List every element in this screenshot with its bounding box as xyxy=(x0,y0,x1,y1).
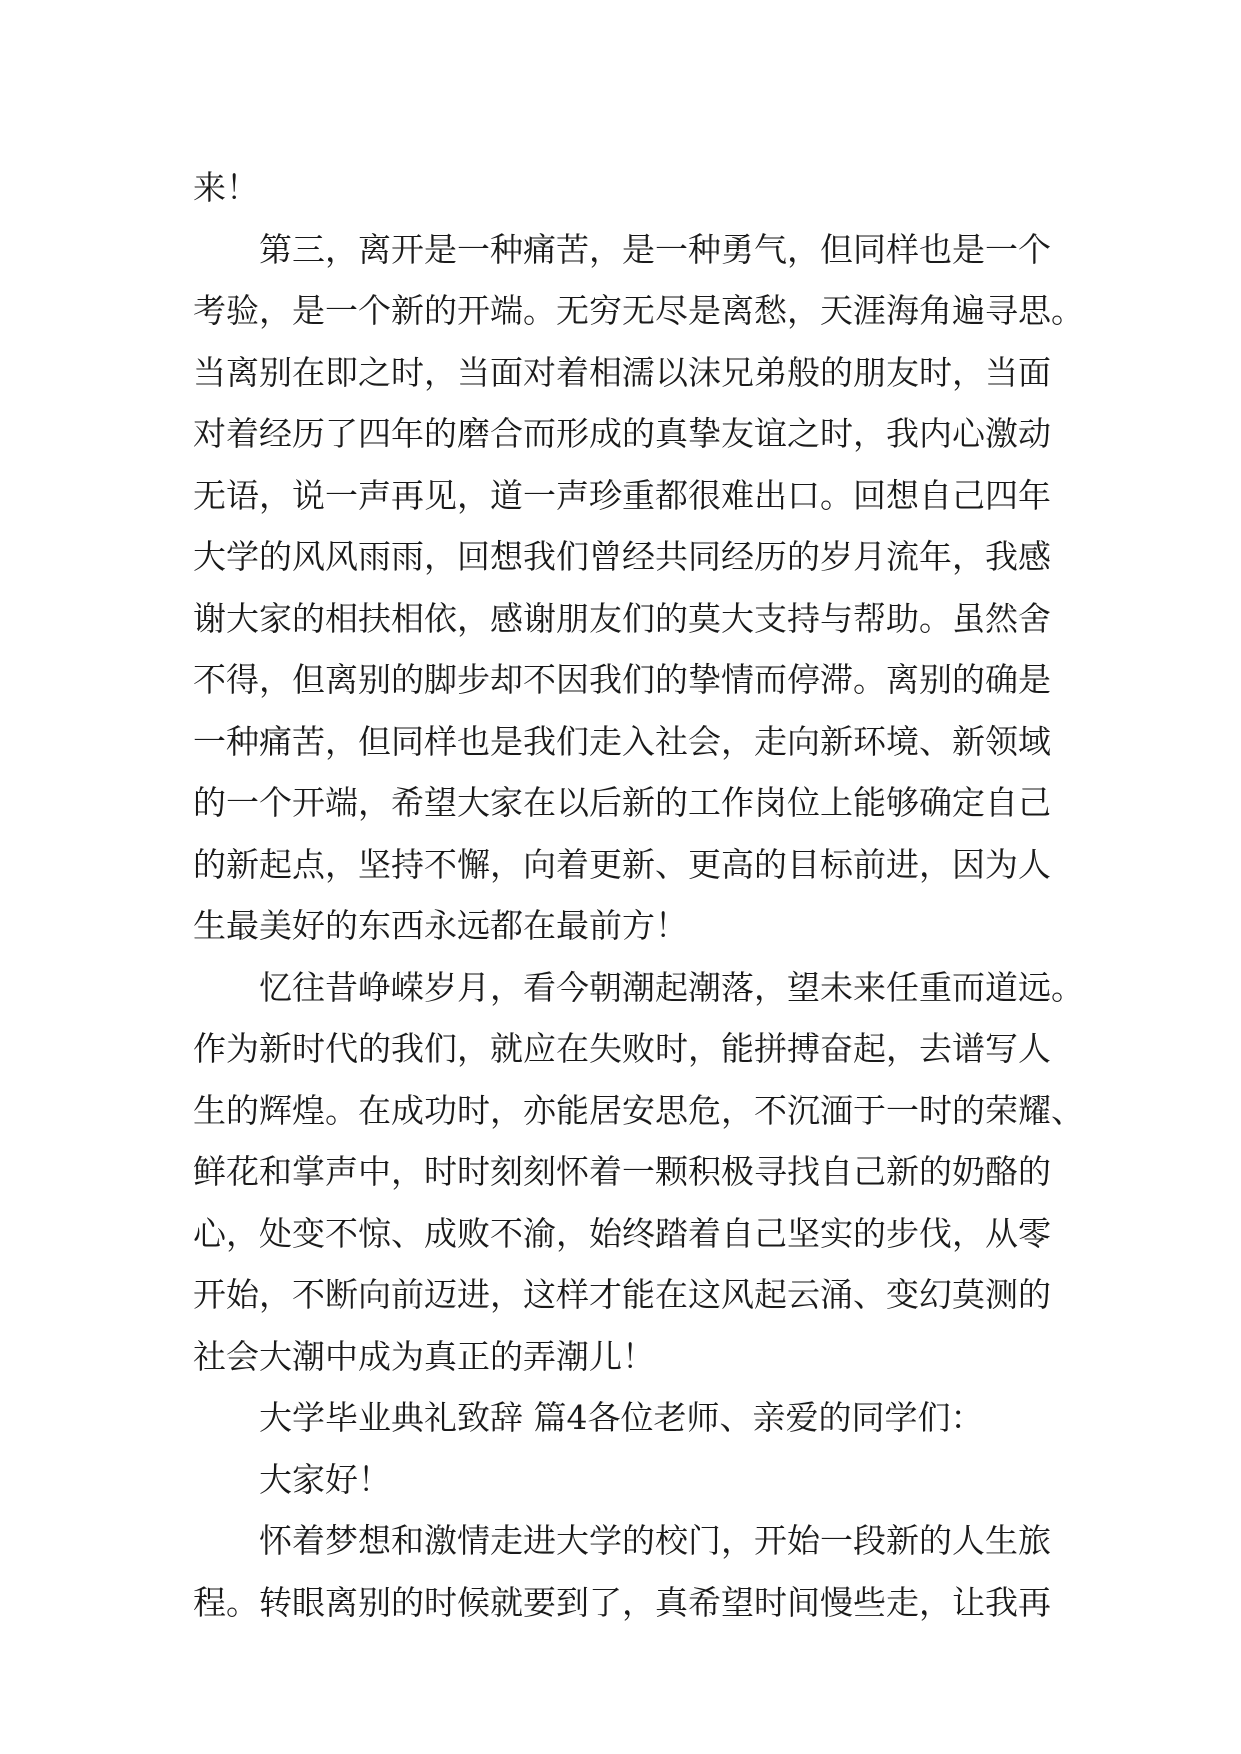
text-line: 的新起点，坚持不懈，向着更新、更高的目标前进，因为人 xyxy=(193,844,1051,884)
text-line: 心，处变不惊、成败不渝，始终踏着自己坚实的步伐，从零 xyxy=(193,1213,1051,1253)
text-line: 当离别在即之时，当面对着相濡以沫兄弟般的朋友时，当面 xyxy=(193,352,1051,392)
text-line: 大家好！ xyxy=(259,1459,391,1499)
text-line: 生的辉煌。在成功时，亦能居安思危，不沉湎于一时的荣耀、 xyxy=(193,1090,1084,1130)
text-line: 大学的风风雨雨，回想我们曾经共同经历的岁月流年，我感 xyxy=(193,537,1051,576)
text-line: 谢大家的相扶相依，感谢朋友们的莫大支持与帮助。虽然舍 xyxy=(193,598,1051,638)
text-line: 第三，离开是一种痛苦，是一种勇气，但同样也是一个 xyxy=(259,229,1051,269)
text-line: 社会大潮中成为真正的弄潮儿！ xyxy=(193,1336,655,1376)
text-line: 作为新时代的我们，就应在失败时，能拼搏奋起，去谱写人 xyxy=(193,1029,1051,1068)
text-line: 来！ xyxy=(193,168,259,207)
text-line: 大学毕业典礼致辞 篇4各位老师、亲爱的同学们： xyxy=(259,1398,984,1437)
text-line: 生最美好的东西永远都在最前方！ xyxy=(193,906,688,945)
text-line: 一种痛苦，但同样也是我们走入社会，走向新环境、新领域 xyxy=(193,721,1051,761)
text-line: 考验，是一个新的开端。无穷无尽是离愁，天涯海角遍寻思。 xyxy=(193,291,1084,330)
text-line: 鲜花和掌声中，时时刻刻怀着一颗积极寻找自己新的奶酪的 xyxy=(193,1152,1051,1191)
text-line: 无语，说一声再见，道一声珍重都很难出口。回想自己四年 xyxy=(193,475,1051,515)
text-line: 怀着梦想和激情走进大学的校门，开始一段新的人生旅 xyxy=(259,1521,1051,1560)
text-line: 对着经历了四年的磨合而形成的真挚友谊之时，我内心激动 xyxy=(193,414,1051,453)
body-text xyxy=(193,157,1084,1633)
text-line: 开始，不断向前迈进，这样才能在这风起云涌、变幻莫测的 xyxy=(193,1275,1051,1314)
text-line: 的一个开端，希望大家在以后新的工作岗位上能够确定自己 xyxy=(193,783,1051,822)
text-line: 不得，但离别的脚步却不因我们的挚情而停滞。离别的确是 xyxy=(193,660,1051,699)
text-line: 程。转眼离别的时候就要到了，真希望时间慢些走，让我再 xyxy=(193,1582,1051,1622)
text-line: 忆往昔峥嵘岁月，看今朝潮起潮落，望未来任重而道远。 xyxy=(259,967,1084,1007)
